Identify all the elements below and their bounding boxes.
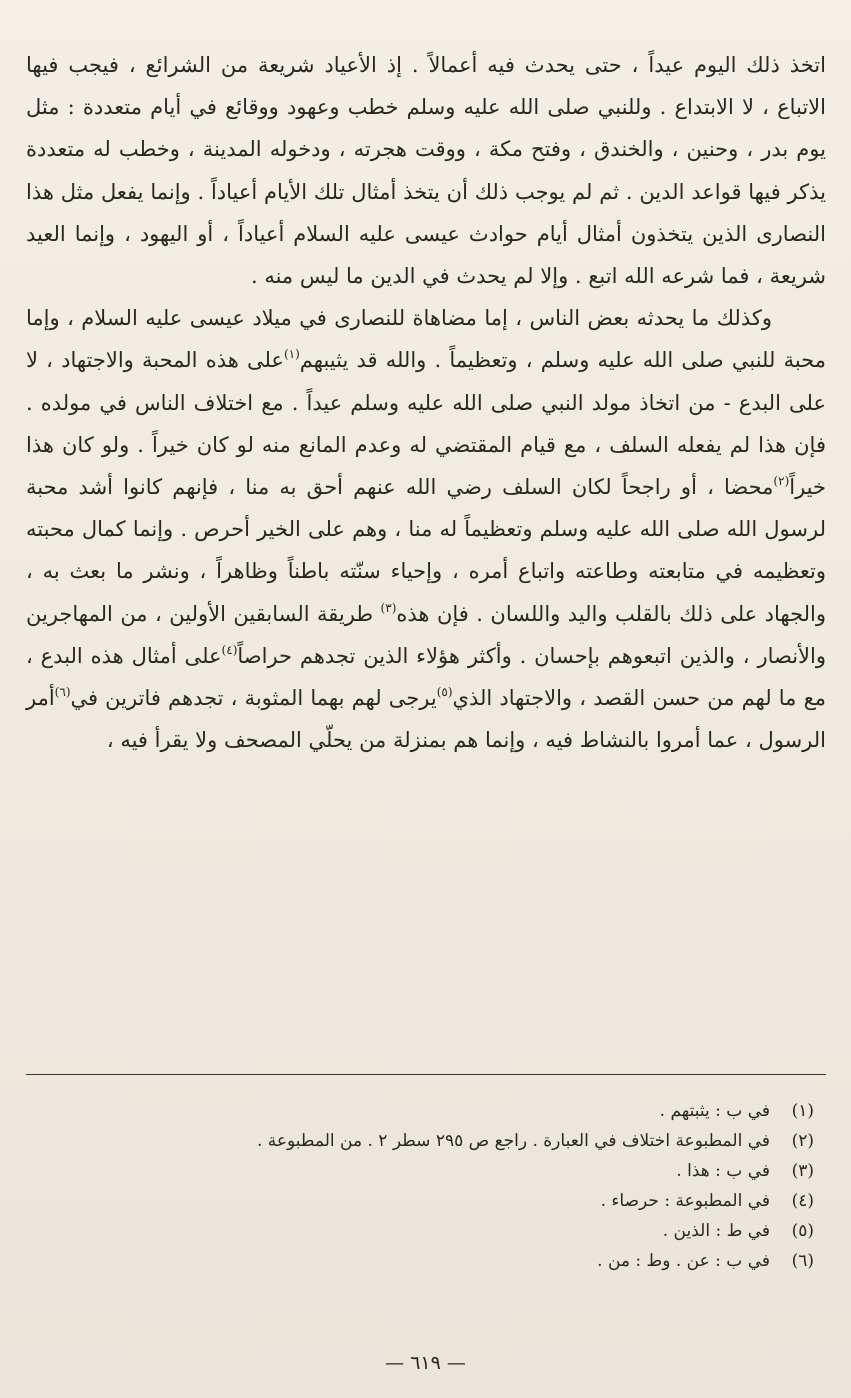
footnote-number: (٥) bbox=[791, 1221, 814, 1241]
footnote-text: في ط : الذين . bbox=[662, 1221, 770, 1241]
footnote-item bbox=[26, 1216, 826, 1246]
text-segment: محضا ، أو راجحاً لكان السلف رضي الله عنهم أحق به منا ، فإنهم كانوا أشد محبة لرسول الله صلى الله عليه وسلم وتعظيماً له منا ، وهم على الخير أحرص . وإنما كمال محبته وتعظيمه في متابعته وطاعته واتباع أمره ، وإحياء سنّته باطناً وظاهراً ، ونشر ما بعث به ، والجهاد على ذلك بالقلب واليد واللسان . فإن هذه bbox=[26, 475, 827, 626]
text-segment: على أمثال هذه البدع ، مع ما لهم من حسن القصد ، والاجتهاد الذي bbox=[26, 643, 826, 711]
footnote-item bbox=[26, 1246, 826, 1276]
footnote-number: (٢) bbox=[791, 1131, 814, 1151]
footnote-number: (٣) bbox=[791, 1161, 814, 1181]
footnote-number: (٦) bbox=[791, 1251, 814, 1271]
footnote-item bbox=[26, 1186, 826, 1216]
paragraph-2 bbox=[26, 297, 826, 761]
text-segment: وكذلك ما يحدثه بعض الناس ، إما مضاهاة للنصارى في ميلاد عيسى عليه السلام ، وإما محبة للنبي صلى الله عليه وسلم ، وتعظيماً . والله قد يثيبهم bbox=[26, 306, 826, 373]
text-segment: يرجى لهم بهما المثوبة ، تجدهم فاترين في bbox=[70, 686, 437, 711]
text-segment: على هذه المحبة والاجتهاد ، لا على البدع - من اتخاذ مولد النبي صلى الله عليه وسلم عيداً . مع اختلاف الناس في مولده . فإن هذا لم يفعله السلف ، مع قيام المقتضي له وعدم المانع منه لو كان خيراً . ولو كان هذا خيراً bbox=[26, 348, 826, 500]
footnote-marker: (٥) bbox=[436, 685, 453, 700]
footnote-item bbox=[26, 1156, 826, 1186]
text-segment: أمر الرسول ، عما أمروا بالنشاط فيه ، وإنما هم بمنزلة من يحلّي المصحف ولا يقرأ فيه ، bbox=[26, 686, 826, 753]
footnote-separator-rule bbox=[26, 1074, 826, 1075]
main-text-body bbox=[26, 44, 826, 761]
text-segment: اتخذ ذلك اليوم عيداً ، حتى يحدث فيه أعمالاً . إذ الأعياد شريعة من الشرائع ، فيجب فيها الاتباع ، لا الابتداع . وللنبي صلى الله عليه وسلم خطب وعهود ووقائع في أيام متعددة : مثل يوم بدر ، وحنين ، والخندق ، وفتح مكة ، ووقت هجرته ، ودخوله المدينة ، وخطب له متعددة يذكر فيها قواعد الدين . ثم لم يوجب ذلك أن يتخذ أمثال تلك الأيام أعياداً . وإنما يفعل مثل هذا النصارى الذين يتخذون أمثال أيام حوادث عيسى عليه السلام أعياداً ، أو اليهود ، وإنما العيد شريعة ، فما شرعه الله اتبع . وإلا لم يحدث في الدين ما ليس منه . bbox=[26, 53, 826, 289]
footnote-item bbox=[26, 1126, 826, 1156]
footnotes-section bbox=[26, 1096, 826, 1276]
footnote-marker: (٢) bbox=[773, 474, 790, 489]
footnote-marker: (١) bbox=[283, 347, 300, 362]
footnote-text: في ب : هذا . bbox=[676, 1161, 770, 1181]
footnote-marker: (٦) bbox=[54, 685, 71, 700]
footnote-marker: (٤) bbox=[221, 642, 238, 657]
footnote-text: في ب : عن . وط : من . bbox=[597, 1251, 770, 1271]
footnote-marker: (٣) bbox=[380, 600, 397, 615]
paragraph-1 bbox=[26, 44, 826, 297]
footnote-number: (١) bbox=[791, 1101, 814, 1121]
page-number: — ٦١٩ — bbox=[385, 1352, 466, 1374]
footnote-item bbox=[26, 1096, 826, 1126]
footnote-text: في ب : يثبتهم . bbox=[659, 1101, 770, 1121]
footnote-number: (٤) bbox=[791, 1191, 814, 1211]
text-segment: طريقة السابقين الأولين ، من المهاجرين والأنصار ، والذين اتبعوهم بإحسان . وأكثر هؤلاء الذين تجدهم حراصاً bbox=[26, 601, 826, 668]
footnote-text: في المطبوعة اختلاف في العبارة . راجع ص ٢٩٥ سطر ٢ . من المطبوعة . bbox=[256, 1131, 770, 1151]
footnote-text: في المطبوعة : حرصاء . bbox=[600, 1191, 770, 1211]
